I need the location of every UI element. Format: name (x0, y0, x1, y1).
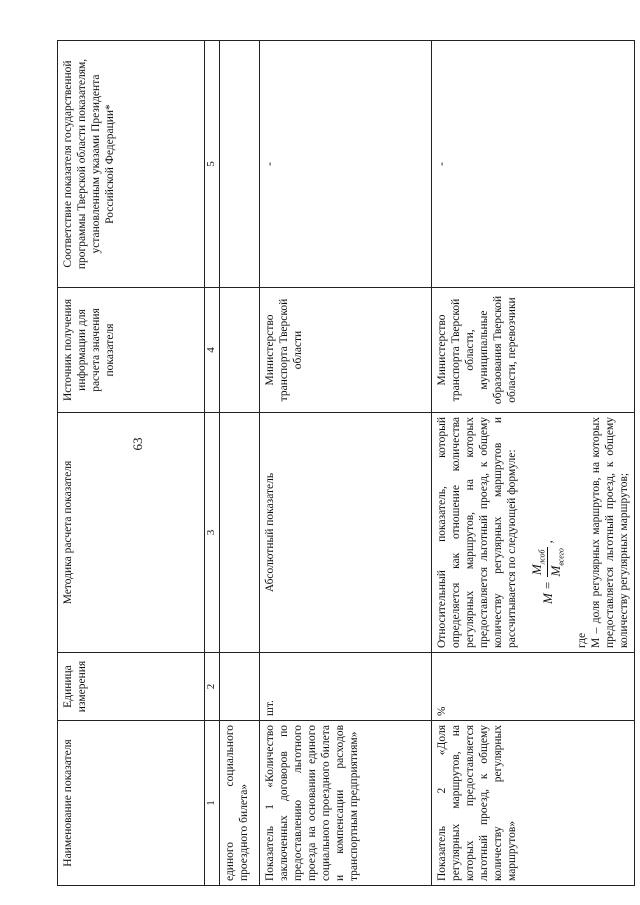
column-number: 5 (205, 41, 220, 288)
formula-numerator-sub: лсоб (537, 549, 547, 565)
header-unit: Единица измерения (58, 653, 205, 721)
header-correspondence: Соответствие показателя государственной программы Тверской области показателям, установленным указами Президента Российской Федерации* (58, 41, 205, 288)
formula-tail: , (540, 540, 555, 544)
column-number: 3 (205, 413, 220, 653)
column-number: 4 (205, 288, 220, 413)
indicator2-source-cell: Министерство транспорта Тверской области, муниципальные образования Тверской области, перевозчики (432, 288, 635, 413)
indicator2-correspondence-cell: - (432, 41, 635, 288)
header-row (58, 41, 205, 886)
indicator1-method-cell: Абсолютный показатель (260, 413, 432, 653)
empty-cell (220, 653, 260, 721)
formula-numerator: M (529, 564, 545, 576)
indicator1-source-cell: Министерство транспорта Тверской области (260, 288, 432, 413)
indicator1-unit-cell: шт. (260, 653, 432, 721)
where-label: где (575, 632, 588, 648)
formula-denominator-sub: всего (557, 548, 567, 566)
empty-cell (220, 413, 260, 653)
header-source: Источник получения информации для расчета значения показателя (58, 288, 205, 413)
page-number: 63 (130, 437, 145, 451)
continuation-name-cell: единого социального проездного билета» (220, 721, 260, 886)
empty-cell (220, 41, 260, 288)
indicator2-method-cell (432, 413, 635, 653)
formula-fraction (529, 547, 567, 577)
table-row (260, 41, 432, 886)
table-row (432, 41, 635, 886)
formula-lhs: M = (540, 581, 555, 604)
formula (529, 417, 567, 604)
indicator1-name-cell: Показатель 1 «Количество заключенных договоров по предоставлению льготного проезда на основании единого социального проездного билета и компенсации расходов транспортным предприятиям» (260, 721, 432, 886)
definition-text: М – доля регулярных маршрутов, на которых предоставляется льготный проезд, к общему количеству регулярных маршрутов; (589, 417, 630, 648)
indicator2-name-cell: Показатель 2 «Доля регулярных маршрутов, на которых предоставляется льготный проезд, к общему количеству регулярных маршрутов» (432, 721, 635, 886)
column-number-row (205, 41, 220, 886)
header-indicator-name: Наименование показателя (58, 721, 205, 886)
indicator1-correspondence-cell: - (260, 41, 432, 288)
rotated-table-sheet (57, 41, 630, 886)
formula-denominator: M (548, 565, 564, 577)
column-number: 1 (205, 721, 220, 886)
column-number: 2 (205, 653, 220, 721)
table-row (220, 41, 260, 886)
header-method: Методика расчета показателя (58, 413, 205, 653)
empty-cell (220, 288, 260, 413)
method-intro-text: Относительный показатель, который определяется как отношение количества регулярных маршрутов, на которых предоставляется льготный проезд, к общему количеству регулярных маршрутов и рассчитывается по следующей формуле: (436, 417, 519, 648)
indicators-table (57, 40, 635, 886)
indicator2-unit-cell: % (432, 653, 635, 721)
